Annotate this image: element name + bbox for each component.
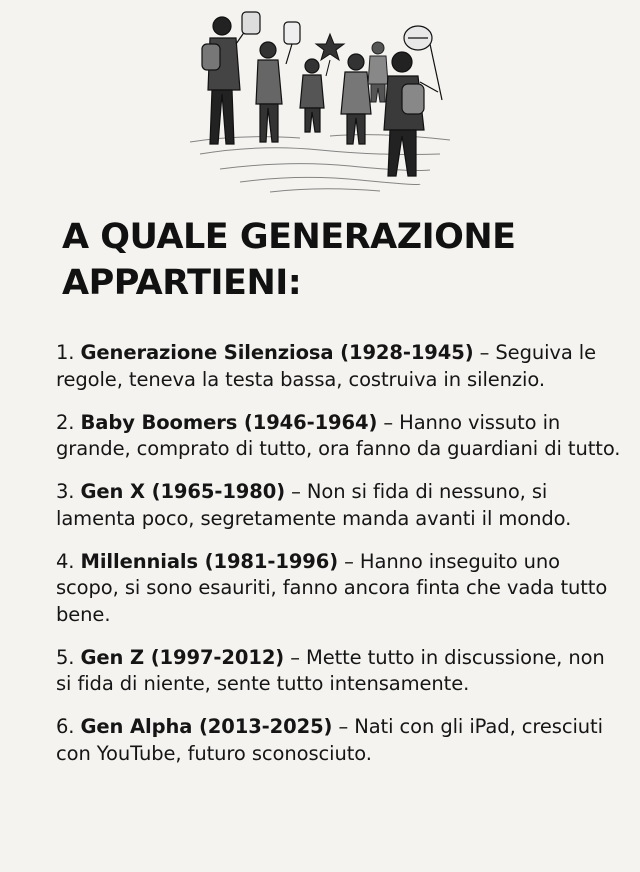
generation-description: – Hanno vissuto in grande, comprato di tutto, ora fanno da guardiani di tutto. <box>56 410 621 460</box>
list-item <box>56 645 626 698</box>
title-line-2: APPARTIENI: <box>62 263 302 303</box>
star-lantern-icon <box>316 34 344 76</box>
child-figure-3 <box>300 59 324 132</box>
item-number: 3. <box>56 480 75 503</box>
lantern-icon <box>242 12 260 34</box>
lantern-icon <box>284 22 300 64</box>
generation-name: Gen X (1965-1980) <box>80 480 286 503</box>
child-figure-2 <box>256 42 282 142</box>
generation-name: Generazione Silenziosa (1928-1945) <box>80 341 474 364</box>
item-number: 4. <box>56 549 75 573</box>
list-item <box>56 340 626 393</box>
child-figure-5 <box>368 42 388 102</box>
children-walking-illustration <box>180 4 460 200</box>
item-number: 1. <box>56 341 75 364</box>
list-item <box>56 410 626 463</box>
generation-description: – Mette tutto in discussione, non si fida di niente, sente tutto intensamente. <box>56 645 605 695</box>
child-figure-1 <box>202 17 250 144</box>
list-item <box>56 549 626 629</box>
generation-name: Gen Z (1997-2012) <box>80 645 285 669</box>
list-item <box>56 714 626 767</box>
title-line-1: A QUALE GENERAZIONE <box>62 217 516 257</box>
child-figure-6 <box>384 52 438 176</box>
generation-description: – Non si fida di nessuno, si lamenta poco, segretamente manda avanti il mondo. <box>56 480 572 530</box>
item-number: 5. <box>56 645 75 669</box>
child-figure-4 <box>341 54 371 144</box>
generation-list <box>56 340 626 784</box>
generation-name: Baby Boomers (1946-1964) <box>80 410 378 434</box>
list-item <box>56 479 626 532</box>
generation-description: – Seguiva le regole, teneva la testa bassa, costruiva in silenzio. <box>56 341 597 391</box>
generation-description: – Hanno inseguito uno scopo, si sono esauriti, fanno ancora finta che vada tutto bene. <box>56 549 608 626</box>
page-title <box>62 214 622 306</box>
generation-description: – Nati con gli iPad, cresciuti con YouTube, futuro sconosciuto. <box>56 715 603 765</box>
generation-name: Millennials (1981-1996) <box>80 549 339 573</box>
item-number: 2. <box>56 410 75 434</box>
generation-name: Gen Alpha (2013-2025) <box>80 715 333 738</box>
item-number: 6. <box>56 715 75 738</box>
